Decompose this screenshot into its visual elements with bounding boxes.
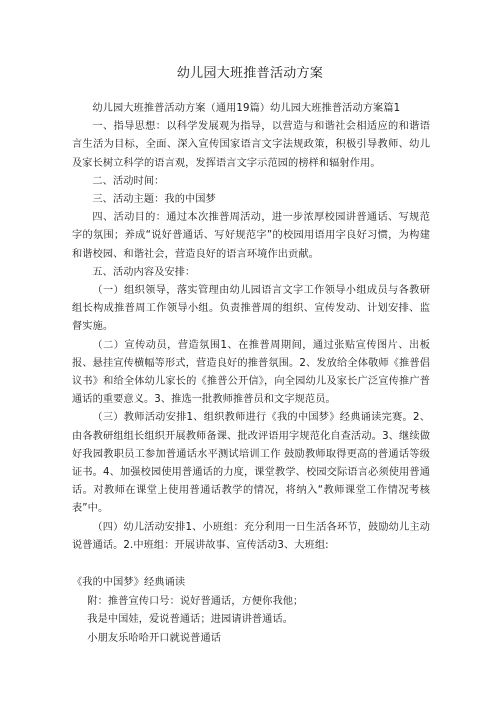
document-body xyxy=(72,100,430,555)
paragraph-intro: 幼儿园大班推普活动方案（通用19篇）幼儿园大班推普活动方案篇1 xyxy=(92,103,401,114)
slogan-line: 我是中国娃，爱说普通话；进园请讲普通话。 xyxy=(87,614,294,626)
paragraph-teacher-activities: （三）教师活动安排1、组织教师进行《我的中国梦》经典诵读完赛。2、由各教研组组长组织开展教师备课、批改评语用字规范化自查活动。3、继续做好我园教职员工参加普通话水平测试培训工作 鼓励教师取得更高的普通话等级证书。4、加强校园使用普通话的力度，课堂教学、校园交际语言必须使用普通话。对教师在课堂上使用普通话教学的情况，将纳入“教师课堂工作情况考核表”中。 xyxy=(72,412,430,515)
paragraph-organization: （一）组织领导，落实管理由幼儿园语言文字工作领导小组成员与各教研组长构成推普周工作领导小组。负责推普周的组织、宣传发动、计划安排、监督实施。 xyxy=(72,285,430,333)
paragraph-child-activities: （四）幼儿活动安排1、小班组：充分利用一日生活各环节，鼓励幼儿主动说普通话。2.中班组：开展讲故事、宣传活动3、大班组: xyxy=(72,521,430,551)
reading-heading: 《我的中国梦》经典诵读 xyxy=(72,577,186,588)
reading-section xyxy=(72,574,432,648)
slogan-line: 小朋友乐哈哈开口就说普通话 xyxy=(87,632,222,644)
slogan-line: 附：推普宣传口号：说好普通话，方便你我他； xyxy=(87,595,304,607)
paragraph-activity-time: 二、活动时间： xyxy=(92,175,165,187)
paragraph-content-heading: 五、活动内容及安排： xyxy=(92,266,196,278)
paragraph-activity-purpose: 四、活动目的：通过本次推普周活动，进一步浓厚校园讲普通话、写规范字的氛围；养成“说好普通话、写好规范字”的校园用语用字良好习惯，为构建和谐校园、和谐社会，营造良好的语言环境作出贡献。 xyxy=(72,212,430,260)
paragraph-activity-theme: 三、活动主题：我的中国梦 xyxy=(92,194,216,206)
paragraph-publicity: （二）宣传动员，营造氛围1、在推普周期间，通过张贴宣传图片、出板报、悬挂宣传横幅等形式，营造良好的推普氛围。2、发放给全体敬师《推普倡议书》和给全体幼儿家长的《推普公开信》，向全园幼儿及家长广泛宣传推广普通话的重要意义。3、推选一批教师推普员和文字规范员。 xyxy=(72,339,430,406)
paragraph-guiding-thought: 一、指导思想：以科学发展观为指导，以营造与和谐社会相适应的和谐语言生活为目标，全面、深入宣传国家语言文字法规政策，积极引导教师、幼儿及家长树立科学的语言观，发挥语言文字示范园的榜样和辐射作用。 xyxy=(72,121,430,169)
document-title: 幼儿园大班推普活动方案 xyxy=(176,66,324,81)
